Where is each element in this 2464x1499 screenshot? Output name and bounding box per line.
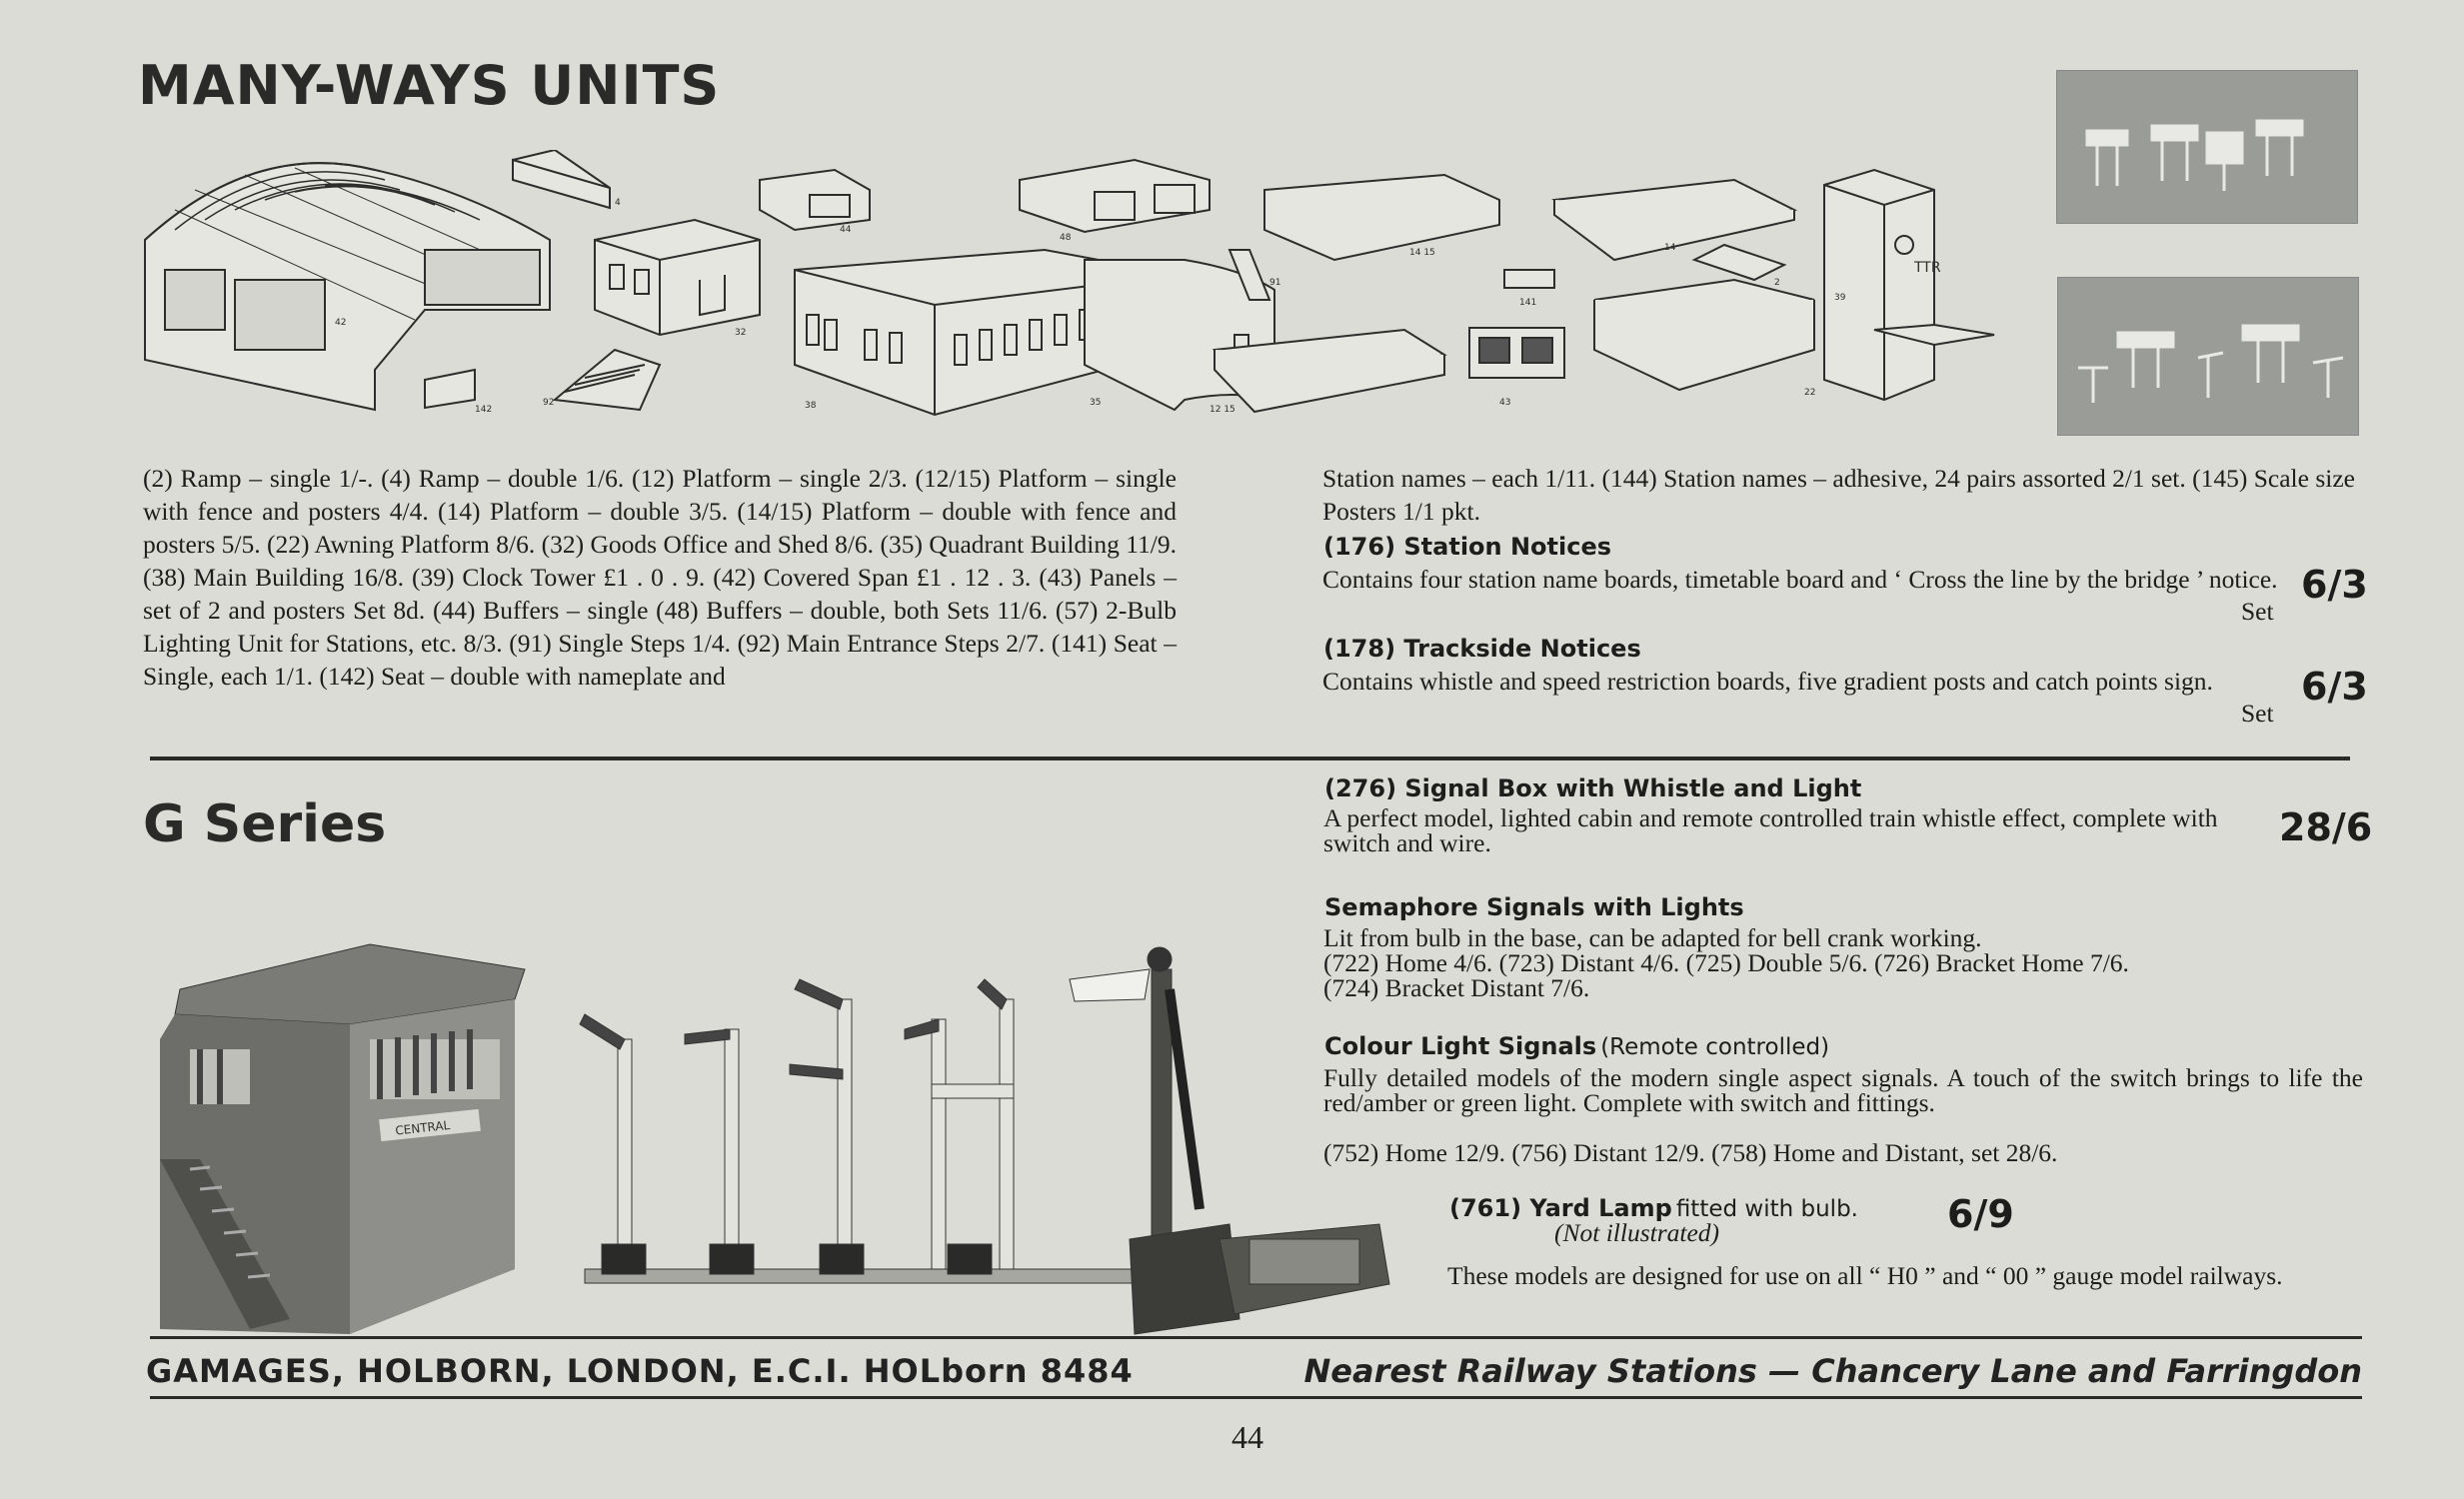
many-ways-title: MANY-WAYS UNITS <box>138 54 721 117</box>
colour-light-title: Colour Light Signals <box>1324 1032 1597 1060</box>
semaphore-line-3: (724) Bracket Distant 7/6. <box>1323 973 1590 1002</box>
signal-box-desc: A perfect model, lighted cabin and remote controlled train whistle effect, complete with switch and wire. <box>1323 803 2218 857</box>
station-notices-desc: Contains four station name boards, timetable board and ‘ Cross the line by the bridge ’ notice. <box>1322 565 2278 594</box>
many-ways-items-continuation: Station names – each 1/11. (144) Station names – adhesive, 24 pairs assorted 2/1 set. (145) Scale size Posters 1/1 pkt. <box>1322 464 2355 526</box>
part-number: 4 <box>615 198 621 208</box>
yard-lamp-suffix: fitted with bulb. <box>1675 1196 1858 1222</box>
signal-box-price: 28/6 <box>2279 805 2373 849</box>
trackside-notices-set-label: Set <box>2241 699 2274 728</box>
part-number: 142 <box>475 405 493 415</box>
colour-light-heading <box>1324 1032 1829 1060</box>
many-ways-units-illustration <box>135 150 2014 430</box>
g-series-illustration <box>140 939 1429 1339</box>
station-notices-title: (176) Station Notices <box>1323 533 1612 561</box>
part-number: 22 <box>1804 388 1816 398</box>
footer-rule-top <box>150 1336 2362 1339</box>
station-notices-price: 6/3 <box>2301 563 2368 607</box>
part-number: 35 <box>1090 398 1102 408</box>
part-number: 91 <box>1269 278 1281 288</box>
semaphore-line-2: (722) Home 4/6. (723) Distant 4/6. (725) Double 5/6. (726) Bracket Home 7/6. <box>1323 948 2129 977</box>
part-number: 141 <box>1519 298 1537 308</box>
part-number: 44 <box>840 225 852 235</box>
part-number: 92 <box>543 398 555 408</box>
trackside-notices-title: (178) Trackside Notices <box>1323 635 1641 663</box>
semaphore-line-1: Lit from bulb in the base, can be adapted for bell crank working. <box>1323 923 1982 952</box>
section-divider <box>150 756 2350 760</box>
part-number: 14 <box>1664 243 1676 253</box>
semaphore-signals-drawing <box>580 979 1140 1283</box>
part-number: 12 15 <box>1210 405 1235 415</box>
footer-nearest-stations: Nearest Railway Stations — Chancery Lane and Farringdon <box>1303 1352 2362 1390</box>
station-notices-photo <box>2056 70 2358 224</box>
part-number: 32 <box>735 328 747 338</box>
gauge-note: These models are designed for use on all “ H0 ” and “ 00 ” gauge model railways. <box>1447 1261 2283 1290</box>
yard-lamp-price: 6/9 <box>1947 1192 2014 1236</box>
yard-lamp-note: (Not illustrated) <box>1554 1218 1720 1247</box>
signal-box-drawing <box>160 944 525 1334</box>
colour-light-desc: Fully detailed models of the modern single aspect signals. A touch of the switch brings to life the red/amber or green light. Complete with switch and fittings. <box>1323 1063 2363 1117</box>
semaphore-title: Semaphore Signals with Lights <box>1324 893 1744 921</box>
trackside-notices-desc: Contains whistle and speed restriction boards, five gradient posts and catch points sign. <box>1322 667 2213 696</box>
clock-tower-sign: TTR <box>1914 260 1941 276</box>
page-number: 44 <box>1232 1419 1263 1455</box>
covered-span-drawing <box>145 163 550 410</box>
part-number: 38 <box>805 401 817 411</box>
footer-address: GAMAGES, HOLBORN, LONDON, E.C.I. HOLborn 8484 <box>146 1352 1134 1390</box>
colour-light-prices: (752) Home 12/9. (756) Distant 12/9. (758) Home and Distant, set 28/6. <box>1323 1138 2058 1167</box>
part-number: 43 <box>1499 398 1511 408</box>
station-notices-set-label: Set <box>2241 597 2274 626</box>
colour-light-title-suffix: (Remote controlled) <box>1600 1034 1830 1060</box>
g-series-title: G Series <box>143 794 387 854</box>
part-number: 39 <box>1834 293 1846 303</box>
trackside-notices-price: 6/3 <box>2301 665 2368 709</box>
part-number: 2 <box>1774 278 1780 288</box>
yard-lamp-title: (761) Yard Lamp <box>1449 1194 1672 1222</box>
many-ways-items-text: (2) Ramp – single 1/-. (4) Ramp – double 1/6. (12) Platform – single 2/3. (12/15) Platform – single with fence and posters 4/4. (14) Platform – double 3/5. (14/15) Platform – double with fence and posters 5/5. (22) Awning Platform 8/6. (32) Goods Office and Shed 8/6. (35) Quadrant Building 11/9. (38) Main Building 16/8. (39) Clock Tower £1 . 0 . 9. (42) Covered Span £1 . 12 . 3. (43) Panels – set of 2 and posters Set 8d. (44) Buffers – single (48) Buffers – double, both Sets 11/6. (57) 2-Bulb Lighting Unit for Stations, etc. 8/3. (91) Single Steps 1/4. (92) Main Entrance Steps 2/7. (141) Seat – Single, each 1/1. (142) Seat – double with nameplate and <box>143 464 1177 691</box>
footer-rule-bottom <box>150 1396 2362 1399</box>
signal-box-title: (276) Signal Box with Whistle and Light <box>1324 774 1862 802</box>
trackside-notices-photo <box>2057 277 2359 436</box>
part-number: 48 <box>1060 233 1072 243</box>
part-number: 14 15 <box>1409 248 1435 258</box>
signal-box-nameplate: CENTRAL <box>394 1117 451 1138</box>
part-number: 42 <box>335 318 347 328</box>
